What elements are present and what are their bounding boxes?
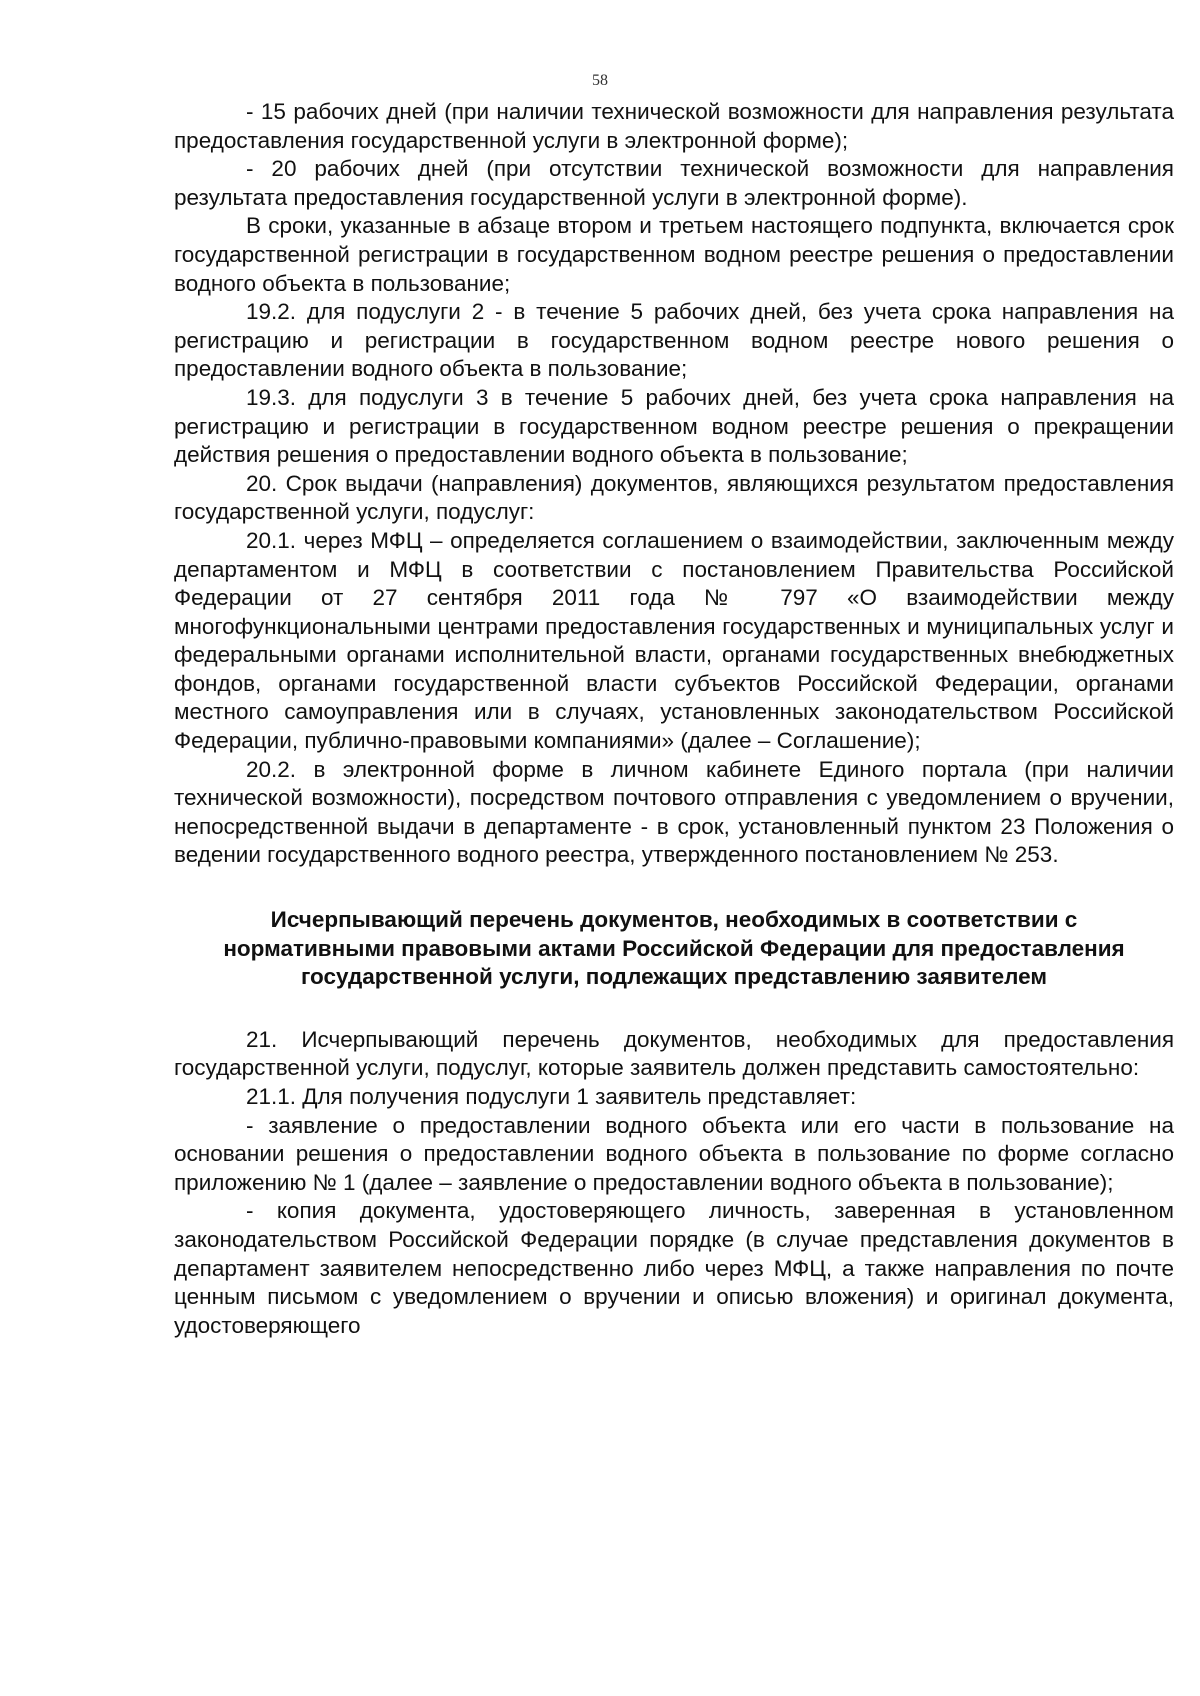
paragraph-term-20-days: - 20 рабочих дней (при отсутствии технической возможности для направления результата предоставления государственной услуги в электронной форме). <box>174 156 1174 210</box>
paragraph-20-1: 20.1. через МФЦ – определяется соглашением о взаимодействии, заключенным между департаментом и МФЦ в соответствии с постановлением Правительства Российской Федерации от 27 сентября 2011 года № 797 «О взаимодействии между многофункциональными центрами предоставления государственных и муниципальных услуг и федеральными органами исполнительной власти, органами государственных внебюджетных фондов, органами государственной власти субъектов Российской Федерации, органами местного самоуправления или в случаях, установленных законодательством Российской Федерации, публично-правовыми компаниями» (далее – Соглашение); <box>174 527 1174 754</box>
paragraph-19-3: 19.3. для подуслуги 3 в течение 5 рабочих дней, без учета срока направления на регистрацию и регистрации в государственном водном реестре решения о прекращении действия решения о предоставлении водного объекта в пользование; <box>174 384 1174 468</box>
section-heading: Исчерпывающий перечень документов, необходимых в соответствии с нормативными правовыми актами Российской Федерации для предоставления государственной услуги, подлежащих представлению заявителем <box>223 907 1125 990</box>
paragraph-21: 21. Исчерпывающий перечень документов, необходимых для предоставления государственной услуги, подуслуг, которые заявитель должен представить самостоятельно: <box>174 1026 1174 1081</box>
paragraph-term-15-days: - 15 рабочих дней (при наличии технической возможности для направления результата предоставления государственной услуги в электронной форме); <box>174 99 1174 153</box>
paragraph-registration-term: В сроки, указанные в абзаце втором и третьем настоящего подпункта, включается срок государственной регистрации в государственном водном реестре решения о предоставлении водного объекта в пользование; <box>174 213 1174 296</box>
paragraph-20-2: 20.2. в электронной форме в личном кабинете Единого портала (при наличии технической возможности), посредством почтового отправления с уведомлением о вручении, непосредственной выдачи в департаменте - в срок, установленный пунктом 23 Положения о ведении государственного водного реестра, утвержденного постановлением № 253. <box>174 756 1174 868</box>
paragraph-21-1: 21.1. Для получения подуслуги 1 заявитель представляет: <box>246 1084 857 1109</box>
paragraph-19-2: 19.2. для подуслуги 2 - в течение 5 рабочих дней, без учета срока направления на регистрацию и регистрации в государственном водном реестре нового решения о предоставлении водного объекта в пользование; <box>174 299 1174 382</box>
document-body <box>174 98 1174 1340</box>
paragraph-application-item: - заявление о предоставлении водного объекта или его части в пользование на основании решения о предоставлении водного объекта в пользование по форме согласно приложению № 1 (далее – заявление о предоставлении водного объекта в пользование); <box>174 1112 1174 1195</box>
paragraph-identity-document-item: - копия документа, удостоверяющего личность, заверенная в установленном законодательством Российской Федерации порядке (в случае представления документов в департамент заявителем непосредственно либо через МФЦ, а также направления по почте ценным письмом с уведомлением о вручении и описью вложения) и оригинал документа, удостоверяющего <box>174 1198 1174 1338</box>
paragraph-20: 20. Срок выдачи (направления) документов, являющихся результатом предоставления государственной услуги, подуслуг: <box>174 470 1174 525</box>
page-number: 58 <box>592 72 608 89</box>
